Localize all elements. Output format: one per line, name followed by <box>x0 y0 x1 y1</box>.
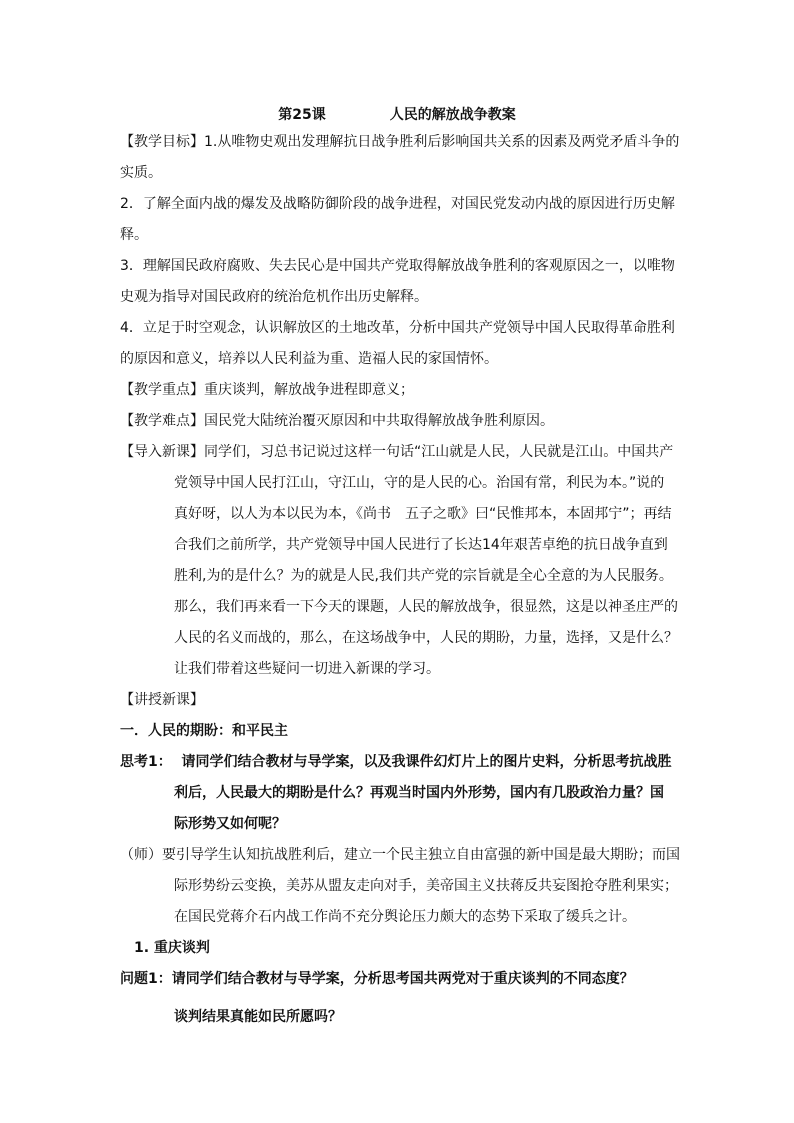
teacher-line-2: 际形势纷云变换，美苏从盟友走向对手，美帝国主义扶蒋反共妄图抢夺胜利果实； <box>174 878 678 894</box>
intro-body <box>174 468 694 685</box>
teacher-continuation <box>174 871 694 933</box>
teacher-line-3: 在国民党蒋介石内战工作尚不充分舆论压力颇大的态势下采取了缓兵之计。 <box>174 909 636 925</box>
key-points-text: 重庆谈判，解放战争进程即意义； <box>204 382 414 398</box>
think-1-line-3: 际形势又如何呢？ <box>174 816 286 832</box>
objective-1-line-2: 实质。 <box>120 165 162 181</box>
lesson-name: 人民的解放战争教案 <box>389 107 516 123</box>
question-1-line-1: 问题1：请同学们结合教材与导学案，分析思考国共两党对于重庆谈判的不同态度？ <box>120 971 634 987</box>
section-1-heading: 一．人民的期盼：和平民主 <box>120 723 288 739</box>
intro-first-line <box>120 437 690 468</box>
teacher-label: （师） <box>120 847 162 863</box>
question-1-line-2: 谈判结果真能如民所愿吗？ <box>174 1009 342 1025</box>
intro-line: 党领导中国人民打江山，守江山，守的是人民的心。治国有常，利民为本。”说的 <box>174 475 665 491</box>
new-lesson-label: 【讲授新课】 <box>120 692 204 708</box>
objective-4-line-2: 的原因和意义，培养以人民利益为重、造福人民的家国情怀。 <box>120 351 498 367</box>
think-1-line-1: 请同学们结合教材与导学案，以及我课件幻灯片上的图片史料，分析思考抗战胜 <box>181 754 672 770</box>
intro-line: 胜利,为的是什么？为的就是人民,我们共产党的宗旨就是全心全意的为人民服务。 <box>174 568 673 584</box>
difficulties-text: 国民党大陆统治覆灭原因和中共取得解放战争胜利原因。 <box>204 413 554 429</box>
intro-line-1: 同学们，习总书记说过这样一句话“江山就是人民，人民就是江山。中国共产 <box>204 444 674 460</box>
lesson-number: 第25课 <box>278 107 326 123</box>
teacher-block <box>120 840 690 871</box>
objectives-label: 【教学目标】 <box>120 134 204 150</box>
intro-line: 让我们带着这些疑问一切进入新课的学习。 <box>174 661 440 677</box>
objective-2-line-1: 2．了解全面内战的爆发及战略防御阶段的战争进程，对国民党发动内战的原因进行历史解 <box>120 196 675 212</box>
sub-1-heading: 1. 重庆谈判 <box>134 940 210 956</box>
intro-line: 人民的名义而战的，那么，在这场战争中，人民的期盼，力量，选择，又是什么？ <box>174 630 678 646</box>
difficulties-label: 【教学难点】 <box>120 413 204 429</box>
think-1-label: 思考1： <box>120 754 172 770</box>
intro-line: 那么，我们再来看一下今天的课题，人民的解放战争，很显然，这是以神圣庄严的 <box>174 599 678 615</box>
difficulties <box>120 406 690 437</box>
intro-label: 【导入新课】 <box>120 444 204 460</box>
think-1-continuation <box>174 778 694 840</box>
intro-line: 合我们之前所学，共产党领导中国人民进行了长达14年艰苦卓绝的抗日战争直到 <box>174 537 668 553</box>
objective-1-line-1: 1.从唯物史观出发理解抗日战争胜利后影响国共关系的因素及两党矛盾斗争的 <box>204 134 680 150</box>
objective-2-line-2: 释。 <box>120 227 148 243</box>
objective-3-line-2: 史观为指导对国民政府的统治危机作出历史解释。 <box>120 289 428 305</box>
intro-line: 真好呀，以人为本以民为本，《尚书 五子之歌》曰“民惟邦本，本固邦宁”；再结 <box>174 506 672 522</box>
think-1 <box>120 747 690 778</box>
key-points <box>120 375 690 406</box>
page-title <box>0 104 794 124</box>
objective-3-line-1: 3．理解国民政府腐败、失去民心是中国共产党取得解放战争胜利的客观原因之一，以唯物 <box>120 258 675 274</box>
new-lesson-block <box>120 685 690 778</box>
think-1-line-2: 利后，人民最大的期盼是什么？再观当时国内外形势，国内有几股政治力量？国 <box>174 785 664 801</box>
objectives-block <box>120 127 690 468</box>
key-points-label: 【教学重点】 <box>120 382 204 398</box>
objective-4-line-1: 4．立足于时空观念，认识解放区的土地改革，分析中国共产党领导中国人民取得革命胜利 <box>120 320 675 336</box>
teacher-line-1: 要引导学生认知抗战胜利后，建立一个民主独立自由富强的新中国是最大期盼；而国 <box>162 847 680 863</box>
